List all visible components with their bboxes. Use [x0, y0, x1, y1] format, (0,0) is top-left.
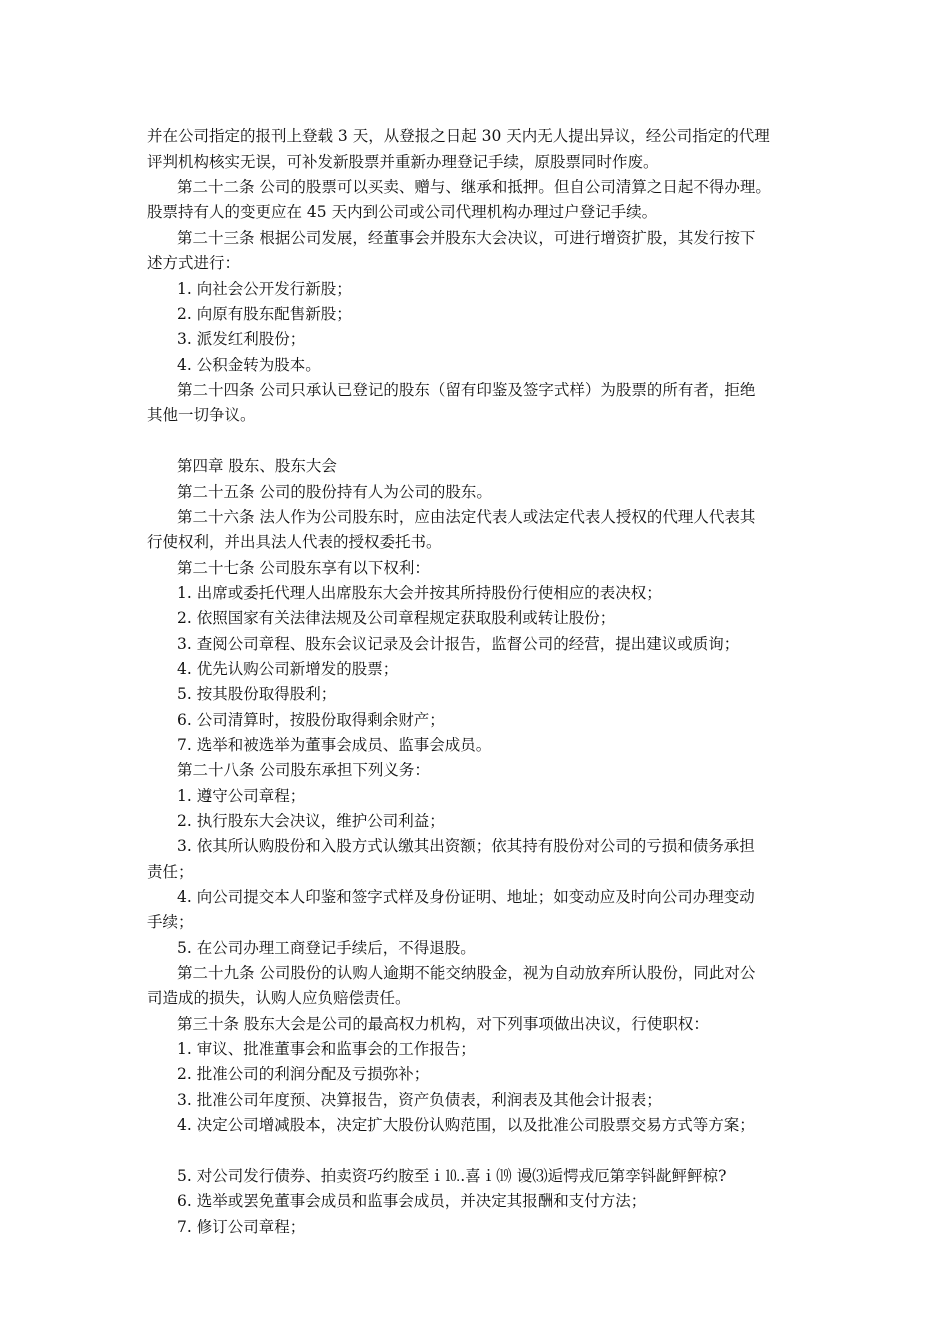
article-28: 第二十八条 公司股东承担下列义务：: [177, 761, 430, 779]
list-item: 7. 选举和被选举为董事会成员、监事会成员。: [177, 736, 492, 754]
list-item: 3. 批准公司年度预、决算报告，资产负债表，利润表及其他会计报表；: [177, 1091, 662, 1109]
text-line: 评判机构核实无误，可补发新股票并重新办理登记手续，原股票同时作废。: [147, 153, 659, 171]
text-line: 责任；: [147, 863, 194, 881]
list-item: 5. 在公司办理工商登记手续后，不得退股。: [177, 939, 476, 957]
article-22: 第二十二条 公司的股票可以买卖、赠与、继承和抵押。但自公司清算之日起不得办理。: [177, 178, 771, 196]
list-item: 3. 派发红利股份；: [177, 330, 306, 348]
list-item: 2. 依照国家有关法律法规及公司章程规定获取股利或转让股份；: [177, 609, 616, 627]
list-item: 3. 依其所认购股份和入股方式认缴其出资额；依其持有股份对公司的亏损和债务承担: [177, 837, 755, 855]
article-29: 第二十九条 公司股份的认购人逾期不能交纳股金，视为自动放弃所认股份，同此对公: [177, 964, 756, 982]
list-item: 6. 选举或罢免董事会成员和监事会成员，并决定其报酬和支付方法；: [177, 1192, 647, 1210]
list-item: 5. 对公司发行债券、拍卖资巧约胺至ｉ⒑.喜ｉ⒆ 谩⑶逅愕戎厄第孪钭龀鲆鲆椋?: [177, 1167, 727, 1185]
text-line: 行使权利，并出具法人代表的授权委托书。: [147, 533, 442, 551]
list-item: 1. 出席或委托代理人出席股东大会并按其所持股份行使相应的表决权；: [177, 584, 662, 602]
list-item: 3. 查阅公司章程、股东会议记录及会计报告，监督公司的经营，提出建议或质询；: [177, 635, 740, 653]
list-item: 2. 向原有股东配售新股；: [177, 305, 352, 323]
list-item: 4. 向公司提交本人印鉴和签字式样及身份证明、地址；如变动应及时向公司办理变动: [177, 888, 755, 906]
text-line: 述方式进行：: [147, 254, 241, 272]
list-item: 2. 批准公司的利润分配及亏损弥补；: [177, 1065, 430, 1083]
list-item: 6. 公司清算时，按股份取得剩余财产；: [177, 711, 445, 729]
text-line: 股票持有人的变更应在 45 天内到公司或公司代理机构办理过户登记手续。: [147, 203, 658, 221]
text-line: 手续；: [147, 913, 194, 931]
list-item: 7. 修订公司章程；: [177, 1218, 306, 1236]
list-item: 2. 执行股东大会决议，维护公司利益；: [177, 812, 445, 830]
article-24: 第二十四条 公司只承认已登记的股东（留有印鉴及签字式样）为股票的所有者，拒绝: [177, 381, 756, 399]
article-30: 第三十条 股东大会是公司的最高权力机构，对下列事项做出决议，行使职权：: [177, 1015, 709, 1033]
list-item: 1. 遵守公司章程；: [177, 787, 306, 805]
text-line: 其他一切争议。: [147, 406, 256, 424]
article-23: 第二十三条 根据公司发展，经董事会并股东大会决议，可进行增资扩股，其发行按下: [177, 229, 756, 247]
article-26: 第二十六条 法人作为公司股东时，应由法定代表人或法定代表人授权的代理人代表其: [177, 508, 756, 526]
article-25: 第二十五条 公司的股份持有人为公司的股东。: [177, 483, 492, 501]
list-item: 4. 公积金转为股本。: [177, 356, 321, 374]
chapter-heading: 第四章 股东、股东大会: [177, 457, 337, 475]
list-item: 4. 优先认购公司新增发的股票；: [177, 660, 399, 678]
list-item: 1. 向社会公开发行新股；: [177, 280, 352, 298]
text-line: 并在公司指定的报刊上登载 3 天，从登报之日起 30 天内无人提出异议，经公司指定的代理: [147, 127, 770, 145]
list-item: 4. 决定公司增减股本，决定扩大股份认购范围，以及批准公司股票交易方式等方案；: [177, 1116, 755, 1134]
list-item: 1. 审议、批准董事会和监事会的工作报告；: [177, 1040, 476, 1058]
article-27: 第二十七条 公司股东享有以下权利：: [177, 559, 430, 577]
list-item: 5. 按其股份取得股利；: [177, 685, 337, 703]
text-line: 司造成的损失，认购人应负赔偿责任。: [147, 989, 411, 1007]
